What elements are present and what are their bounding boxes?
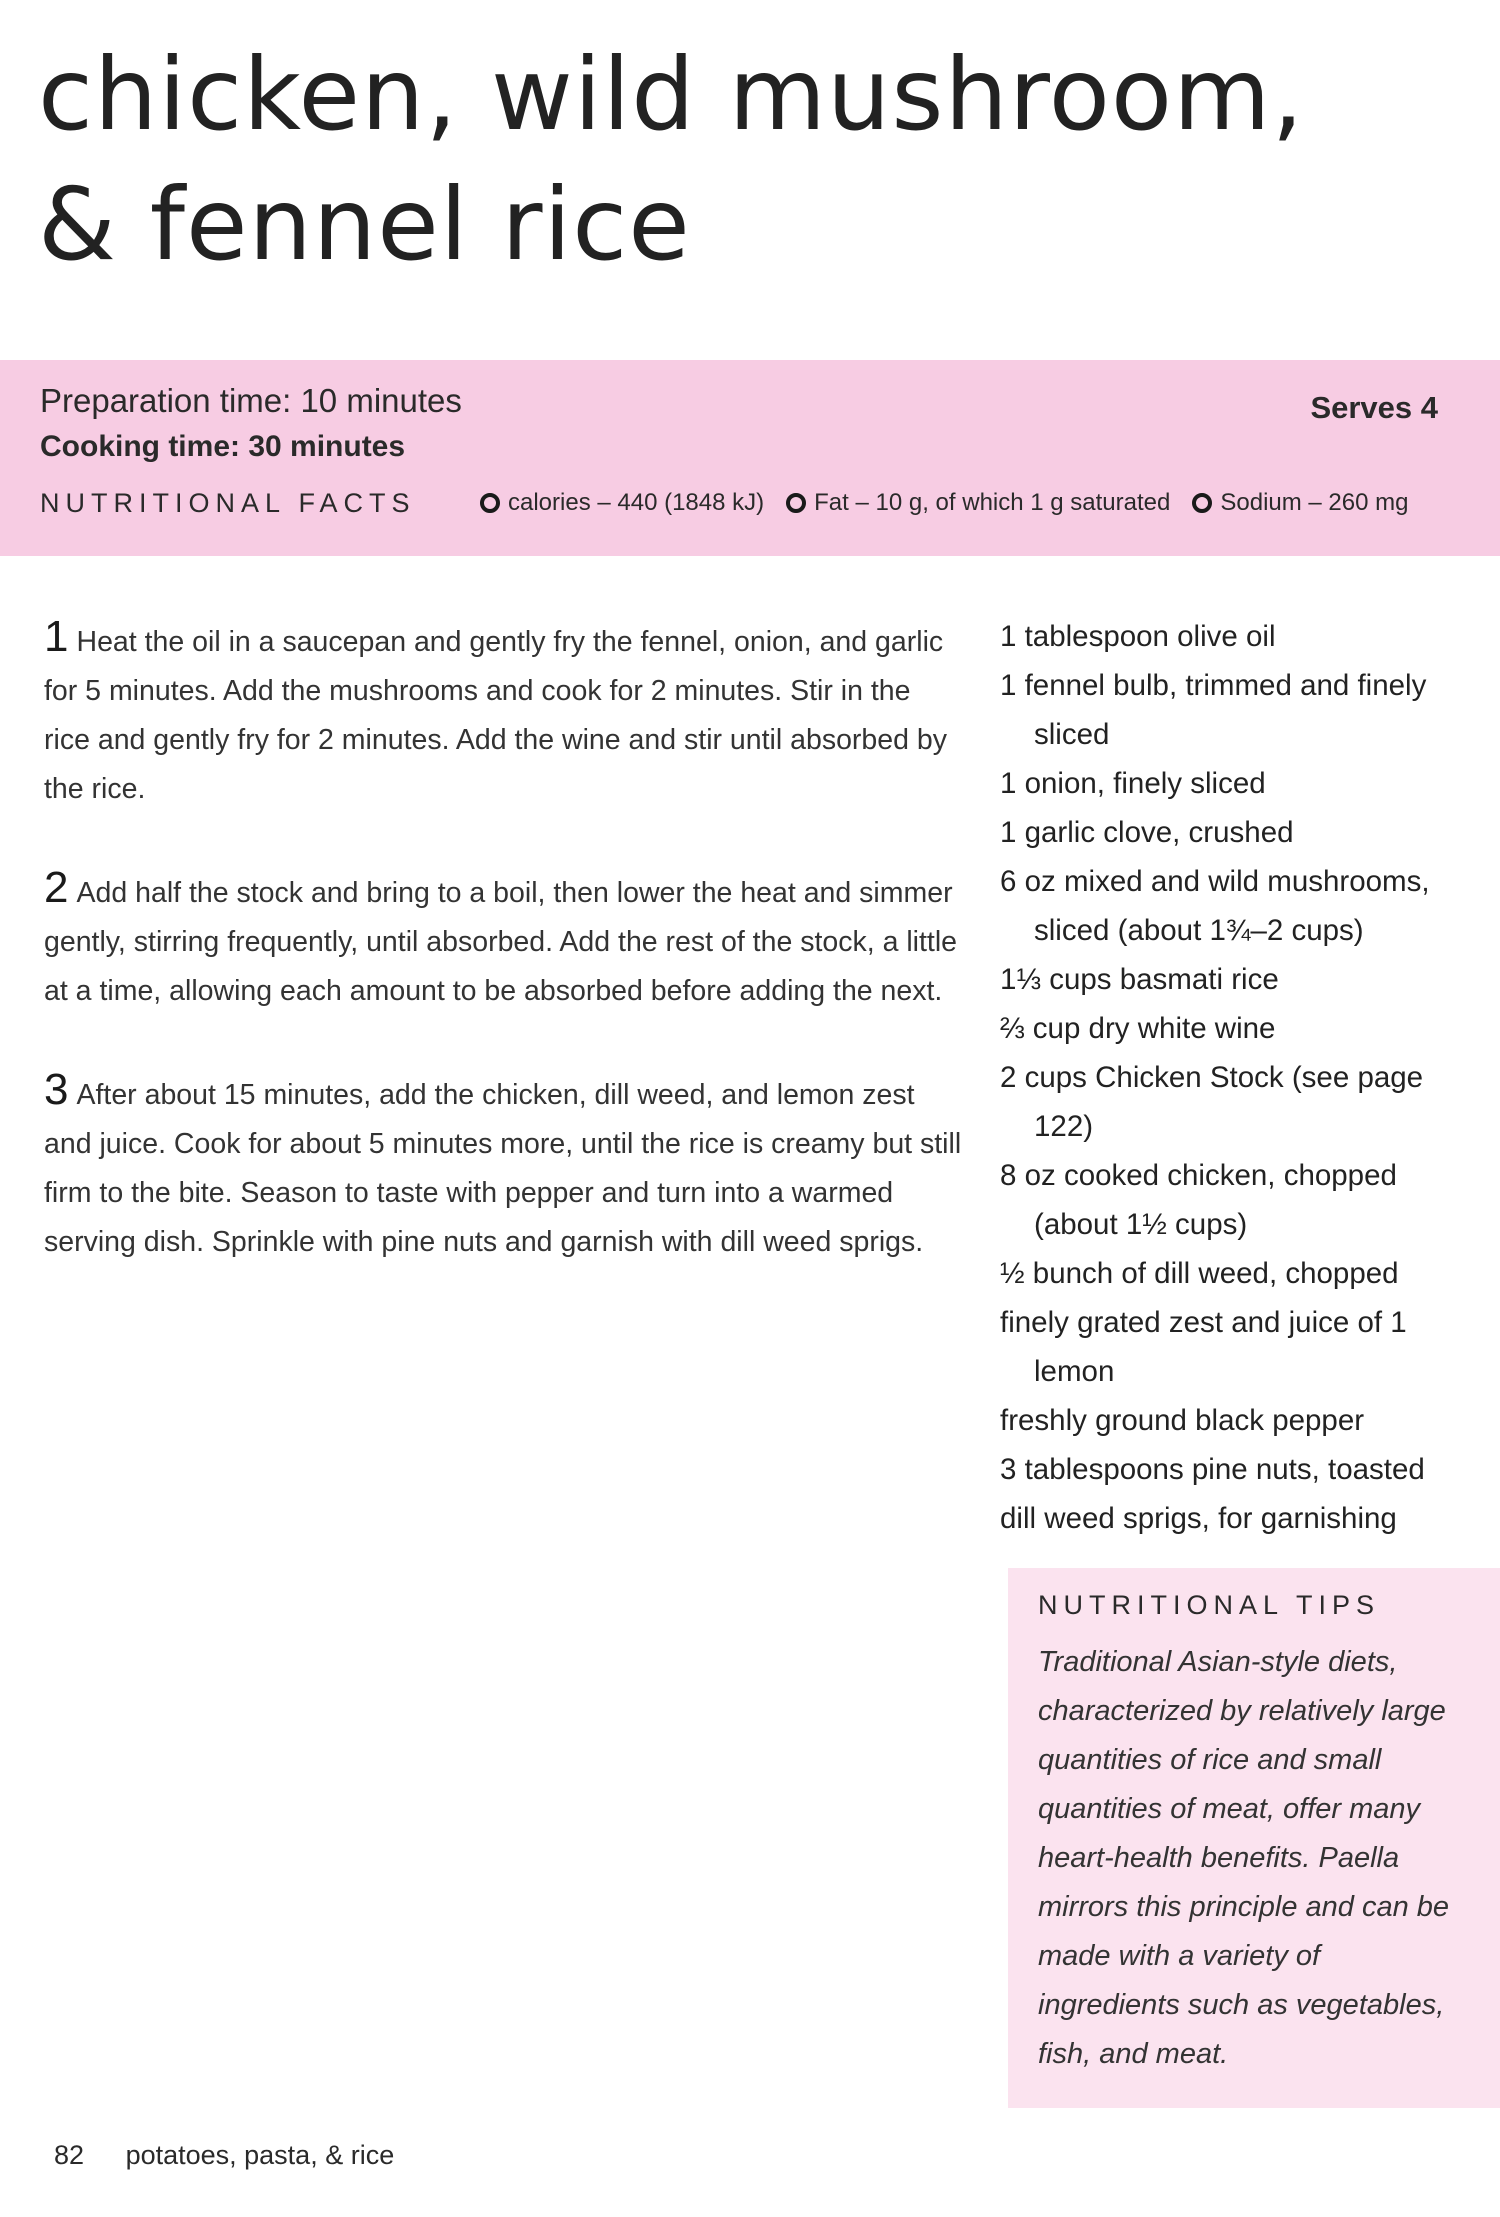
step-number: 1 <box>44 612 69 661</box>
ingredient-item: 1 onion, finely sliced <box>1000 767 1266 800</box>
method-step <box>44 612 964 814</box>
fact-fat-text: Fat – 10 g, of which 1 g saturated <box>814 489 1171 516</box>
nutritional-tips-text: Traditional Asian-style diets, characterized by relatively large quantities of rice and small quantities of meat, offer many heart-health benefits. Paella mirrors this principle and can be made with a variety of ingredients such as vegetables, fish, and meat. <box>1038 1646 1450 2070</box>
section-name: potatoes, pasta, & rice <box>125 2140 395 2170</box>
ingredient-item: dill weed sprigs, for garnishing <box>1000 1502 1397 1535</box>
method-step <box>44 1065 964 1267</box>
step-number: 3 <box>44 1065 69 1114</box>
ingredient-item: 1 garlic clove, crushed <box>1000 816 1294 849</box>
ingredient-item: 1⅓ cups basmati rice <box>1000 963 1279 996</box>
circle-bullet-icon <box>1192 493 1212 513</box>
ingredient-item: ½ bunch of dill weed, chopped <box>1000 1257 1399 1290</box>
fact-calories <box>480 489 764 517</box>
method-step <box>44 863 964 1016</box>
page-footer <box>54 2140 394 2171</box>
fact-sodium <box>1192 489 1408 517</box>
method-steps <box>44 612 964 1316</box>
ingredient-item: 2 cups Chicken Stock (see page 122) <box>1000 1061 1424 1143</box>
recipe-title <box>38 30 1338 290</box>
serves-count: Serves 4 <box>1310 390 1438 425</box>
ingredient-item: freshly ground black pepper <box>1000 1404 1365 1437</box>
circle-bullet-icon <box>480 493 500 513</box>
nutritional-facts-label: NUTRITIONAL FACTS <box>40 487 416 518</box>
step-text: After about 15 minutes, add the chicken, dill weed, and lemon zest and juice. Cook for about 5 minutes more, until the rice is creamy but still firm to the bite. Season to taste with pepper and turn into a warmed serving dish. Sprinkle with pine nuts and garnish with dill weed sprigs. <box>44 1079 962 1258</box>
fact-calories-text: calories – 440 (1848 kJ) <box>508 489 765 516</box>
ingredient-item: 1 tablespoon olive oil <box>1000 620 1276 653</box>
info-band <box>0 360 1500 556</box>
step-text: Add half the stock and bring to a boil, then lower the heat and simmer gently, stirring frequently, until absorbed. Add the rest of the stock, a little at a time, allowing each amount to be absorbed before adding the next. <box>44 877 958 1007</box>
preparation-time: Preparation time: 10 minutes <box>40 382 462 419</box>
nutritional-tips-heading: NUTRITIONAL TIPS <box>1038 1590 1381 1620</box>
ingredient-item: finely grated zest and juice of 1 lemon <box>1000 1306 1407 1388</box>
ingredient-item: 6 oz mixed and wild mushrooms, sliced (about 1¾–2 cups) <box>1000 865 1430 947</box>
ingredients-list <box>1000 612 1470 1543</box>
ingredient-item: 1 fennel bulb, trimmed and finely sliced <box>1000 669 1427 751</box>
recipe-title-line-1: chicken, wild mushroom, <box>38 36 1305 153</box>
step-number: 2 <box>44 863 69 912</box>
nutritional-tips-box <box>1008 1568 1500 2108</box>
step-text: Heat the oil in a saucepan and gently fry the fennel, onion, and garlic for 5 minutes. Add the mushrooms and cook for 2 minutes. Stir in the rice and gently fry for 2 minutes. Add the wine and stir until absorbed by the rice. <box>44 626 947 805</box>
ingredient-item: 3 tablespoons pine nuts, toasted <box>1000 1453 1425 1486</box>
ingredient-item: ⅔ cup dry white wine <box>1000 1012 1276 1045</box>
page-number: 82 <box>54 2140 85 2170</box>
recipe-title-line-2: & fennel rice <box>38 166 691 283</box>
cooking-time: Cooking time: 30 minutes <box>40 430 406 463</box>
fact-fat <box>786 489 1170 517</box>
nutritional-facts-row <box>40 478 1460 528</box>
fact-sodium-text: Sodium – 260 mg <box>1220 489 1409 516</box>
circle-bullet-icon <box>786 493 806 513</box>
ingredient-item: 8 oz cooked chicken, chopped (about 1½ cups) <box>1000 1159 1397 1241</box>
